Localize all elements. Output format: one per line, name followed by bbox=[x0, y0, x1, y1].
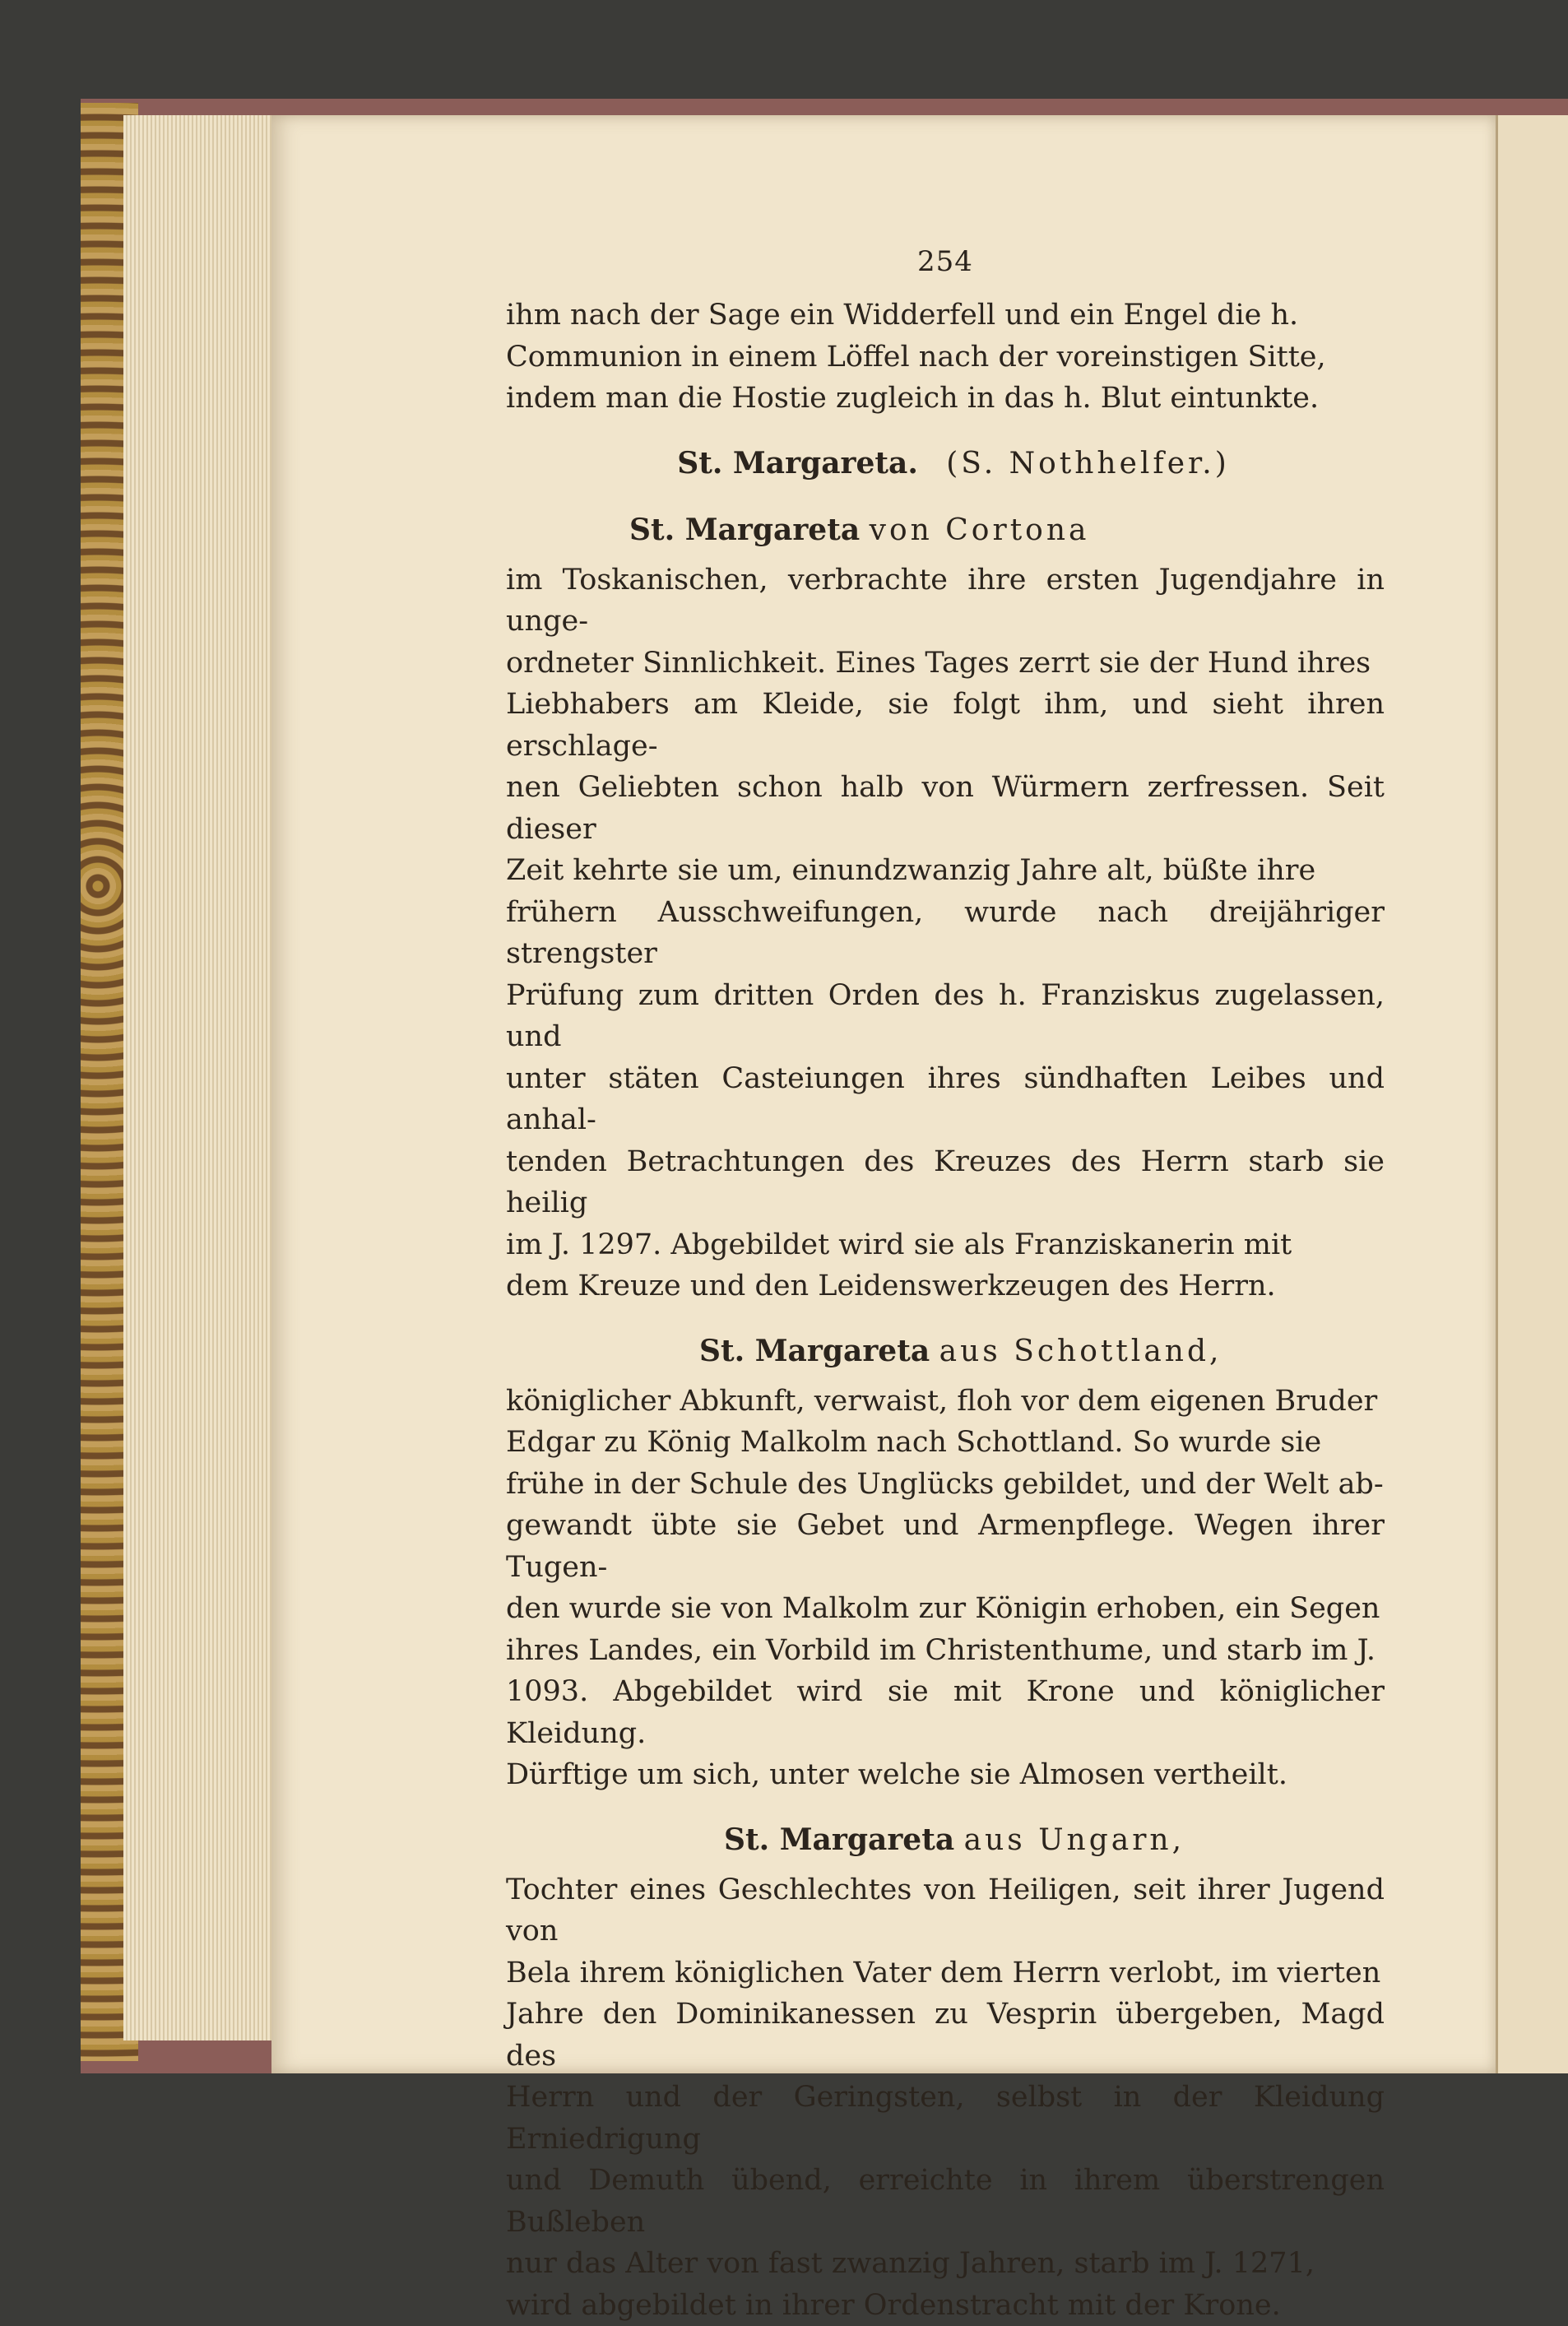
section-heading bbox=[506, 1819, 1385, 1861]
text-line: im Toskanischen, verbrachte ihre ersten Jugendjahre in unge- bbox=[506, 559, 1385, 643]
text-line: Herrn und der Geringsten, selbst in der Kleidung Erniedrigung bbox=[506, 2077, 1385, 2160]
text-line: dem Kreuze und den Leidenswerkzeugen des Herrn. bbox=[506, 1265, 1385, 1307]
text-line: Dürftige um sich, unter welche sie Almosen vertheilt. bbox=[506, 1754, 1385, 1796]
text-line: im J. 1297. Abgebildet wird sie als Franziskanerin mit bbox=[506, 1224, 1385, 1266]
text-line: Edgar zu König Malkolm nach Schottland. So wurde sie bbox=[506, 1422, 1385, 1464]
page-number: 254 bbox=[506, 245, 1385, 278]
text-line: nur das Alter von fast zwanzig Jahren, starb im J. 1271, bbox=[506, 2243, 1385, 2285]
text-line: Zeit kehrte sie um, einundzwanzig Jahre alt, büßte ihre bbox=[506, 850, 1385, 892]
text-line: unter stäten Casteiungen ihres sündhaften Leibes und anhal- bbox=[506, 1058, 1385, 1141]
page-edges bbox=[123, 115, 288, 2040]
text-line: Communion in einem Löffel nach der voreinstigen Sitte, bbox=[506, 337, 1385, 378]
text-line: Jahre den Dominikanessen zu Vesprin übergeben, Magd des bbox=[506, 1994, 1385, 2077]
text-line: tenden Betrachtungen des Kreuzes des Herrn starb sie heilig bbox=[506, 1141, 1385, 1224]
section-body bbox=[506, 1381, 1385, 1796]
page-text bbox=[506, 245, 1385, 2326]
text-line: königlicher Abkunft, verwaist, floh vor dem eigenen Bruder bbox=[506, 1381, 1385, 1423]
text-line: wird abgebildet in ihrer Ordenstracht mit der Krone. bbox=[506, 2285, 1385, 2326]
heading-note: von Cortona bbox=[870, 513, 1090, 547]
text-line: und Demuth übend, erreichte in ihrem überstrengen Bußleben bbox=[506, 2160, 1385, 2243]
heading-note: aus Schottland, bbox=[939, 1335, 1222, 1368]
text-line: ihres Landes, ein Vorbild im Christenthume, und starb im J. bbox=[506, 1630, 1385, 1672]
text-line: Tochter eines Geschlechtes von Heiligen, seit ihrer Jugend von bbox=[506, 1869, 1385, 1952]
section-body bbox=[506, 559, 1385, 1307]
heading-note: (S. Nothhelfer.) bbox=[946, 447, 1230, 481]
section-heading bbox=[506, 509, 1385, 551]
intro-paragraph bbox=[506, 295, 1385, 420]
text-line: nen Geliebten schon halb von Würmern zerfressen. Seit dieser bbox=[506, 767, 1385, 850]
text-line: gewandt übte sie Gebet und Armenpflege. Wegen ihrer Tugen- bbox=[506, 1505, 1385, 1588]
heading-title: St. Margareta bbox=[699, 1334, 930, 1368]
text-line: Liebhabers am Kleide, sie folgt ihm, und sieht ihren erschlage- bbox=[506, 684, 1385, 767]
text-line: indem man die Hostie zugleich in das h. Blut eintunkte. bbox=[506, 378, 1385, 420]
section-heading bbox=[506, 443, 1385, 485]
facing-page-edge bbox=[1496, 115, 1568, 2073]
section-heading bbox=[506, 1330, 1385, 1372]
text-line: 1093. Abgebildet wird sie mit Krone und königlicher Kleidung. bbox=[506, 1671, 1385, 1754]
text-line: Bela ihrem königlichen Vater dem Herrn verlobt, im vierten bbox=[506, 1952, 1385, 1994]
section-body bbox=[506, 1869, 1385, 2326]
text-line: den wurde sie von Malkolm zur Königin erhoben, ein Segen bbox=[506, 1588, 1385, 1630]
heading-title: St. Margareta. bbox=[677, 446, 918, 481]
text-line: frühern Ausschweifungen, wurde nach dreijähriger strengster bbox=[506, 892, 1385, 975]
text-line: frühe in der Schule des Unglücks gebildet, und der Welt ab- bbox=[506, 1464, 1385, 1506]
heading-title: St. Margareta bbox=[629, 513, 860, 547]
text-line: ordneter Sinnlichkeit. Eines Tages zerrt sie der Hund ihres bbox=[506, 643, 1385, 685]
heading-note: aus Ungarn, bbox=[964, 1823, 1185, 1857]
text-line: ihm nach der Sage ein Widderfell und ein Engel die h. bbox=[506, 295, 1385, 337]
heading-title: St. Margareta bbox=[724, 1822, 954, 1857]
text-line: Prüfung zum dritten Orden des h. Franziskus zugelassen, und bbox=[506, 975, 1385, 1058]
